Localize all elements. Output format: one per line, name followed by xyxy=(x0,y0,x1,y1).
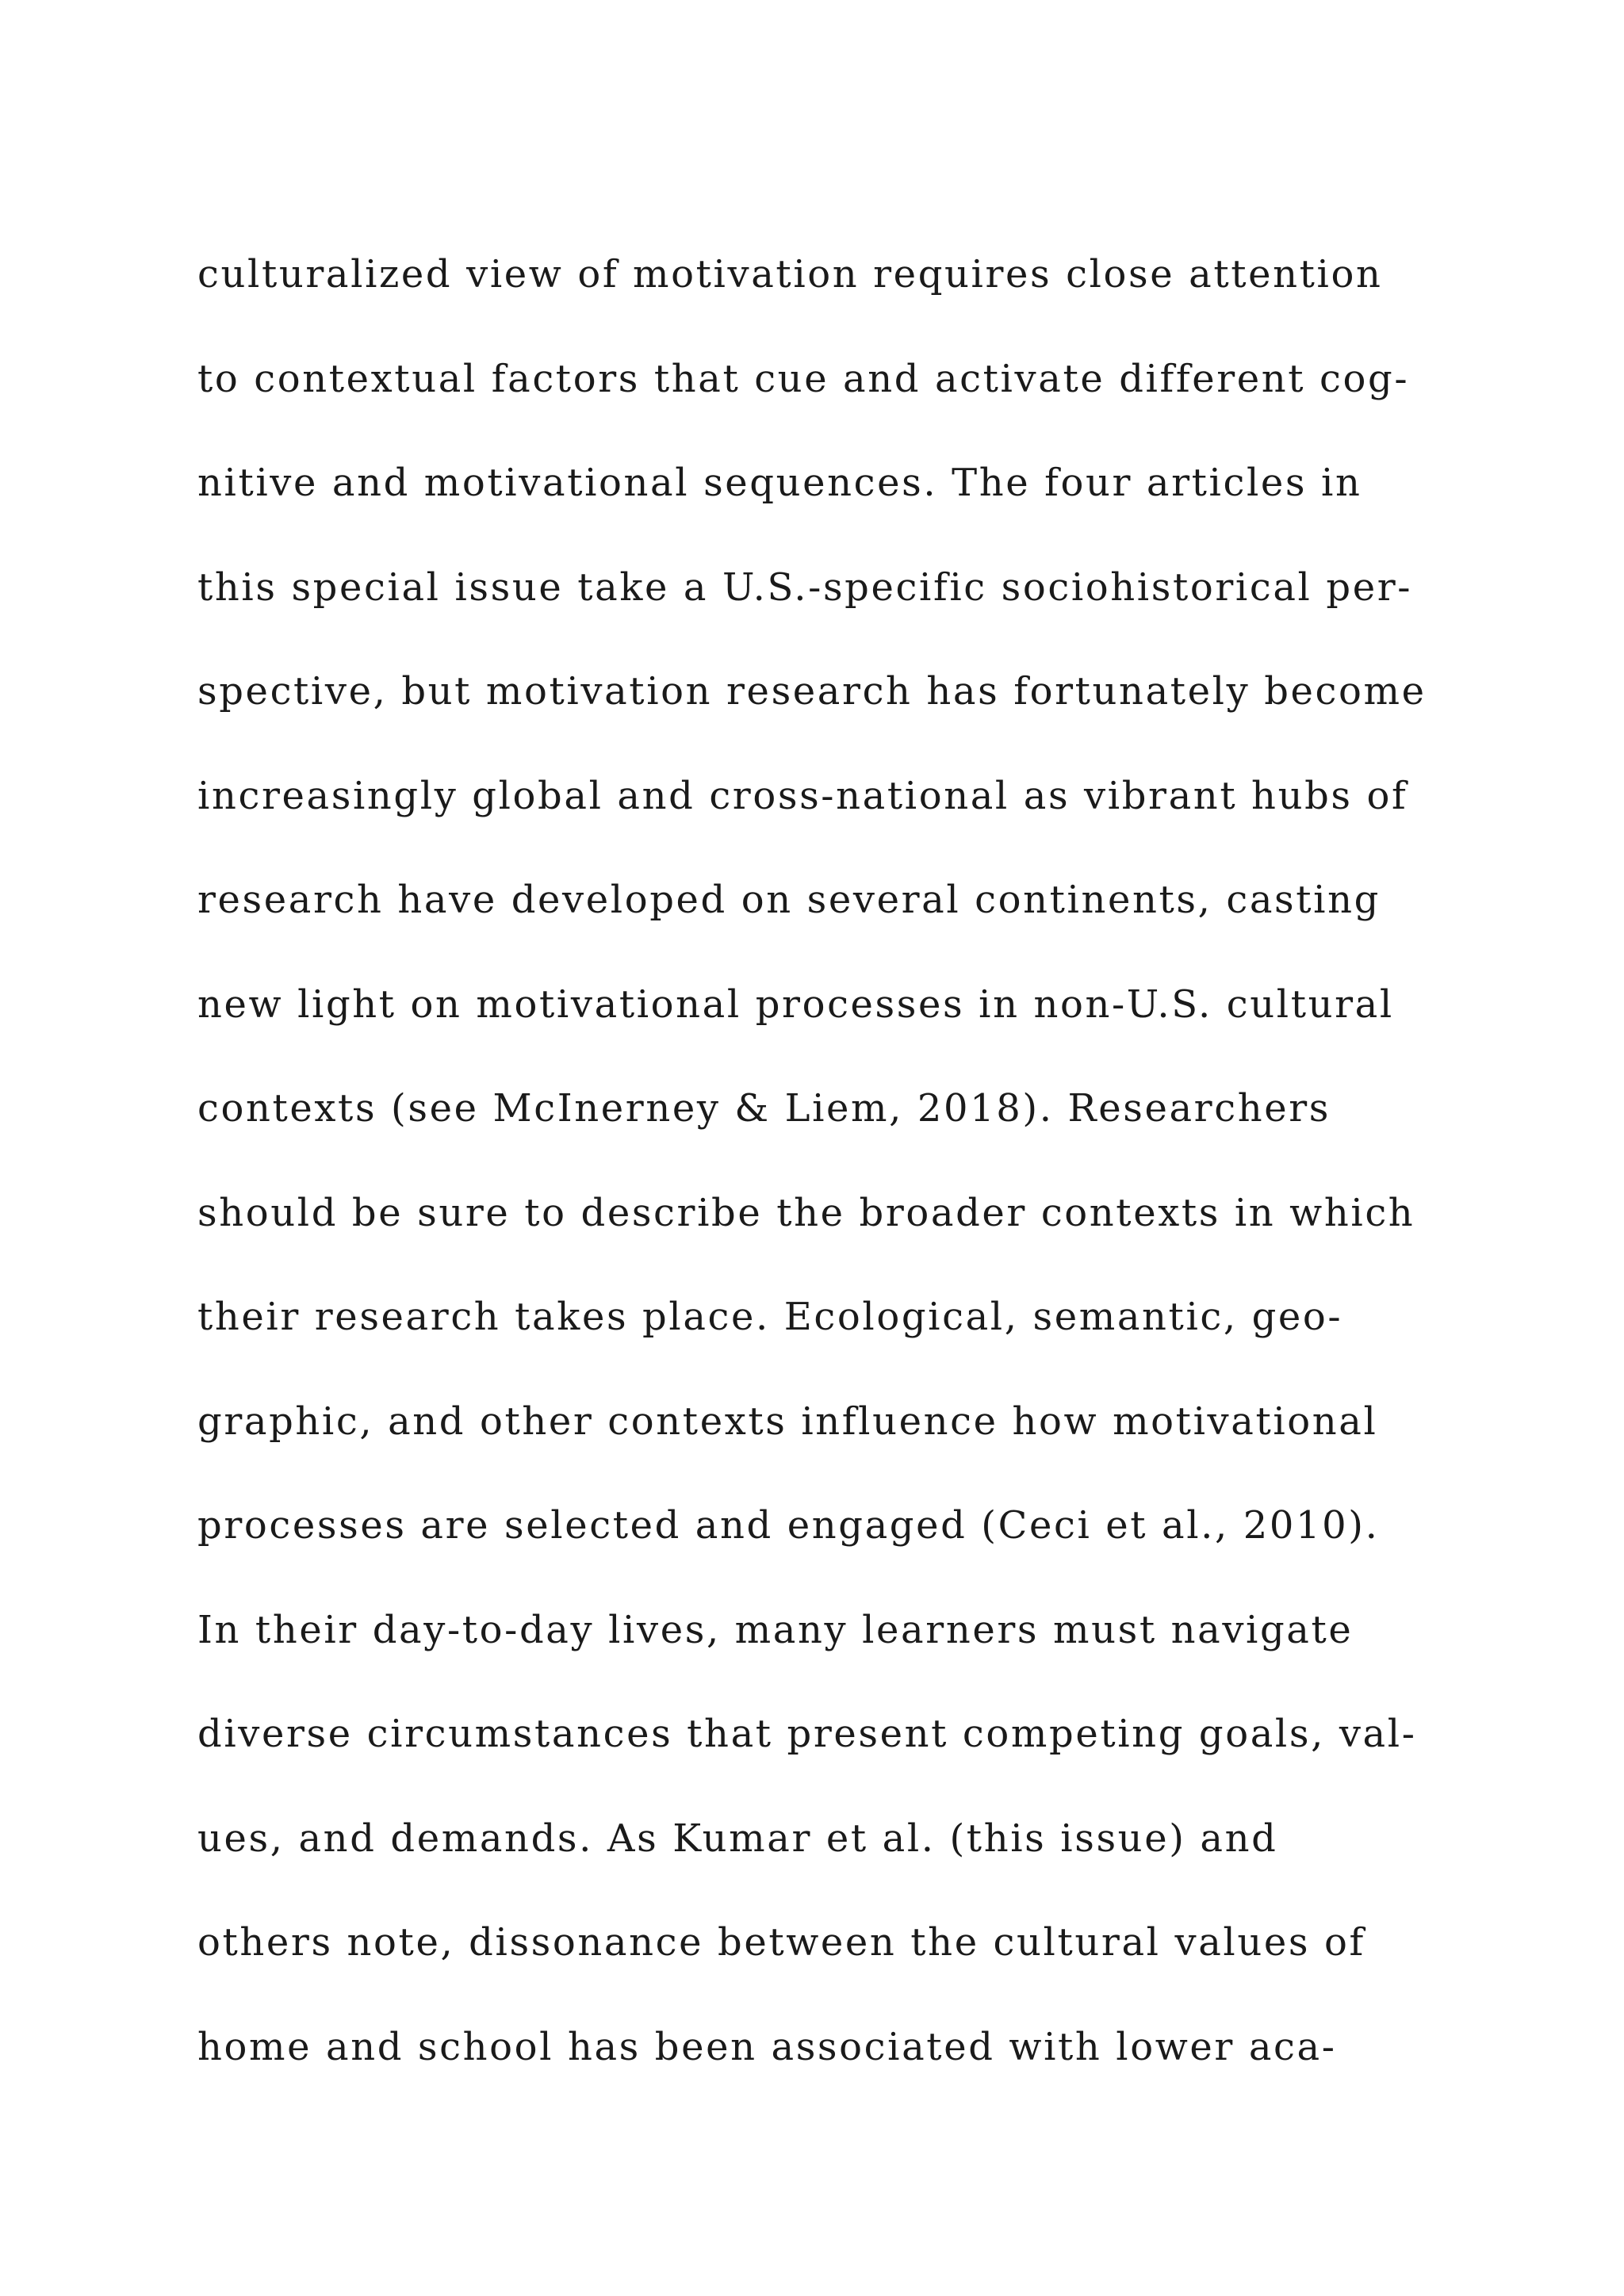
text-line: culturalized view of motivation requires close attention xyxy=(197,252,1383,297)
text-line: nitive and motivational sequences. The four articles in xyxy=(197,461,1362,505)
text-line: their research takes place. Ecological, semantic, geo- xyxy=(197,1295,1343,1339)
text-line: this special issue take a U.S.-specific sociohistorical per- xyxy=(197,564,1413,610)
text-line: contexts (see McInerney & Liem, 2018). Researchers xyxy=(197,1086,1331,1131)
text-line: processes are selected and engaged (Ceci et al., 2010). xyxy=(197,1503,1380,1548)
text-line: research have developed on several continents, casting xyxy=(197,878,1381,922)
text-line: graphic, and other contexts influence how motivational xyxy=(197,1399,1378,1444)
text-line: home and school has been associated with lower aca- xyxy=(197,2024,1337,2069)
text-line: diverse circumstances that present competing goals, val- xyxy=(197,1712,1417,1756)
text-line: spective, but motivation research has fortunately become xyxy=(197,669,1427,714)
text-line: increasingly global and cross-national as vibrant hubs of xyxy=(197,773,1408,818)
text-line: others note, dissonance between the cultural values of xyxy=(197,1920,1365,1965)
text-line: should be sure to describe the broader contexts in which xyxy=(197,1190,1415,1235)
text-line: ues, and demands. As Kumar et al. (this issue) and xyxy=(197,1816,1278,1861)
text-line: In their day-to-day lives, many learners must navigate xyxy=(197,1607,1354,1652)
body-paragraph xyxy=(197,246,1545,2122)
text-line: to contextual factors that cue and activate different cog- xyxy=(197,356,1410,401)
text-line: new light on motivational processes in non-U.S. cultural xyxy=(197,982,1394,1027)
